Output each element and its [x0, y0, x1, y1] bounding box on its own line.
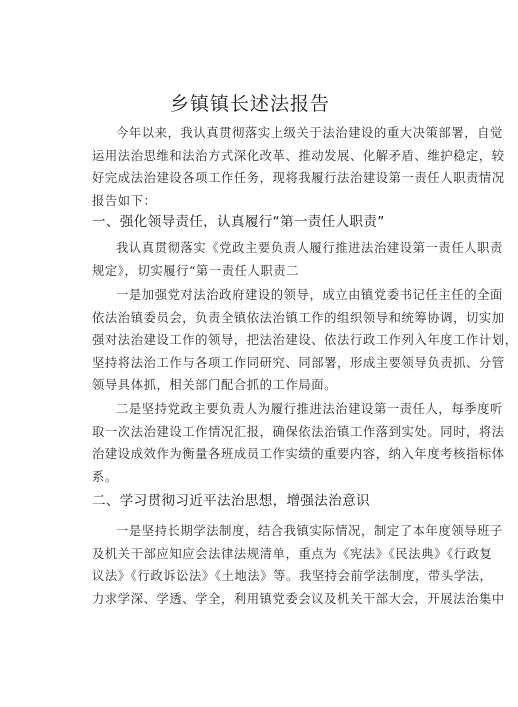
- text-line: 一是坚持长期学法制度，结合我镇实际情况，制定了本年度领导班子: [116, 524, 503, 538]
- text-line: 依法治镇委员会，负责全镇依法治镇工作的组织领导和统筹协调，切实加: [92, 310, 505, 325]
- section1-paragraph-2: [92, 284, 518, 397]
- text-line: 规定》，切实履行“第一责任人职责二: [92, 263, 300, 278]
- section2-paragraph-1: [92, 520, 505, 610]
- text-line: 好完成法治建设各项工作任务，现将我履行法治建设第一责任人职责情况: [92, 171, 505, 185]
- intro-paragraph: [92, 122, 505, 212]
- text-line: 强对法治建设工作的领导，把法治建设、依法行政工作列入年度工作计划，: [92, 333, 518, 347]
- text-line: 领导具体抓，相关部门配合抓的工作局面。: [92, 378, 338, 392]
- text-line: 今年以来，我认真贯彻落实上级关于法治建设的重大决策部署，自觉: [116, 126, 503, 140]
- text-line: 我认真贯彻落实《党政主要负责人履行推进法治建设第一责任人职责: [116, 241, 503, 255]
- text-line: 系。: [92, 469, 118, 484]
- section-heading-1: 一、强化领导责任，认真履行“第一责任人职责”: [92, 214, 385, 230]
- text-line: 运用法治思维和法治方式深化改革、推动发展、化解矛盾、维护稳定，较: [92, 148, 505, 163]
- text-line: 力求学深、学透、学全，利用镇党委会议及机关干部大会，开展法治集中: [92, 591, 505, 606]
- text-line: 一是加强党对法治政府建设的领导，成立由镇党委书记任主任的全面: [116, 288, 503, 302]
- text-line: 及机关干部应知应会法律法规清单，重点为《宪法》《民法典》《行政复: [92, 546, 493, 561]
- section1-paragraph-3: [92, 398, 505, 488]
- text-line: 取一次法治建设工作情况汇报，确保依法治镇工作落到实处。同时，将法: [92, 424, 505, 439]
- text-line: 议法》《行政诉讼法》《土地法》等。我坚持会前学法制度，带头学法，: [92, 569, 493, 583]
- text-line: 治建设成效作为衡量各班成员工作实绩的重要内容，纳入年度考核指标体: [92, 447, 505, 461]
- section1-paragraph-1: [92, 237, 503, 282]
- section-heading-2: 二、学习贯彻习近平法治思想，增强法治意识: [92, 493, 370, 509]
- text-line: 坚持将法治工作与各项工作同研究、同部署，形成主要领导负责抓、分管: [92, 355, 505, 370]
- text-line: 报告如下：: [92, 193, 157, 208]
- document-title: 乡镇镇长述法报告: [169, 93, 330, 115]
- text-line: 二是坚持党政主要负责人为履行推进法治建设第一责任人，每季度听: [116, 402, 503, 416]
